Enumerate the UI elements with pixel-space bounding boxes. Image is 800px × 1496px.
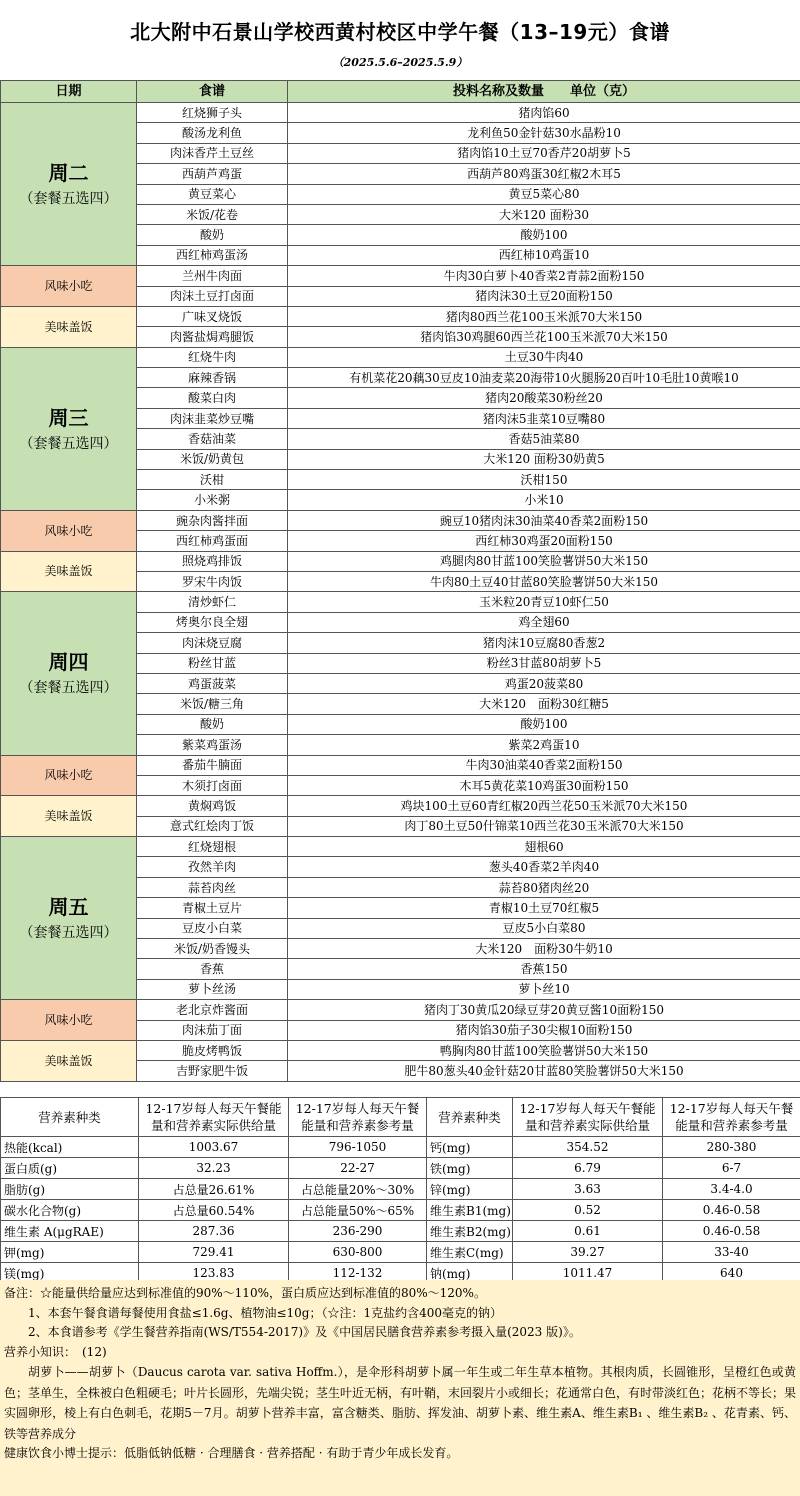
nutrient-name: 维生素 A(μgRAE) — [1, 1221, 139, 1242]
nutrient-name: 钠(mg) — [427, 1263, 513, 1284]
dish-name: 沃柑 — [137, 470, 288, 490]
dish-name: 肉酱盐焗鸡腿饭 — [137, 327, 288, 347]
knowledge-text: 胡萝卜——胡萝卜（Daucus carota var. sativa Hoffm.），是伞形科胡萝卜属一年生或二年生草本植物。其根肉质，长圆锥形，呈橙红色或黄色；茎单生，全株被白色粗硬毛；叶片长圆形，先端尖锐；茎生叶近无柄，有叶鞘，末回裂片小或细长；花通常白色，有时带淡红色；花柄不等长；果实圆卵形，棱上有白色刺毛，花期5－7月。胡萝卜营养丰富，富含糖类、脂肪、挥发油、胡萝卜素、维生素A、维生素B₁ 、维生素B₂ 、花青素、钙、铁等营养成分 — [4, 1365, 797, 1441]
nutrition-row — [1, 1137, 800, 1158]
dish-name: 米饭/奶黄包 — [137, 449, 288, 469]
dish-ingredients: 葱头40香菜2羊肉40 — [288, 857, 800, 877]
dish-ingredients: 猪肉馅10土豆70香芹20胡萝卜5 — [288, 143, 800, 163]
dish-ingredients: 玉米粒20青豆10虾仁50 — [288, 592, 800, 612]
dish-name: 西红柿鸡蛋汤 — [137, 245, 288, 265]
dish-ingredients: 酸奶100 — [288, 225, 800, 245]
dish-name: 酸奶 — [137, 225, 288, 245]
menu-body — [1, 103, 800, 1082]
dish-ingredients: 鸡全翅60 — [288, 612, 800, 632]
dish-ingredients: 大米120 面粉30红糖5 — [288, 694, 800, 714]
dish-name: 萝卜丝汤 — [137, 979, 288, 999]
dish-name: 酸菜白肉 — [137, 388, 288, 408]
dish-ingredients: 豆皮5小白菜80 — [288, 918, 800, 938]
day-cell — [1, 347, 137, 510]
nutrient-type-header: 营养素种类 — [1, 1098, 139, 1137]
dish-name: 红烧牛肉 — [137, 347, 288, 367]
day-cell — [1, 103, 137, 266]
nutrient-name: 维生素B2(mg) — [427, 1221, 513, 1242]
menu-row — [1, 796, 800, 816]
dish-name: 照烧鸡排饭 — [137, 551, 288, 571]
dish-ingredients: 牛肉30油菜40香菜2面粉150 — [288, 755, 800, 775]
reference-value: 22-27 — [289, 1158, 427, 1179]
flavor-label: 风味小吃 — [1, 1000, 137, 1041]
dish-ingredients: 翅根60 — [288, 837, 800, 857]
nutrient-name: 镁(mg) — [1, 1263, 139, 1284]
menu-row — [1, 1000, 800, 1020]
dish-name: 粉丝甘蓝 — [137, 653, 288, 673]
dish-name: 红烧翅根 — [137, 837, 288, 857]
actual-value: 32.23 — [139, 1158, 289, 1179]
menu-row — [1, 592, 800, 612]
dish-name: 豌杂肉酱拌面 — [137, 510, 288, 530]
nutrition-row — [1, 1200, 800, 1221]
dish-name: 米饭/糖三角 — [137, 694, 288, 714]
menu-row — [1, 755, 800, 775]
actual-value: 0.61 — [513, 1221, 663, 1242]
dish-name: 小米粥 — [137, 490, 288, 510]
dish-ingredients: 猪肉80西兰花100玉米派70大米150 — [288, 306, 800, 326]
nutrient-name: 蛋白质(g) — [1, 1158, 139, 1179]
nutrient-name: 钾(mg) — [1, 1242, 139, 1263]
menu-row — [1, 347, 800, 367]
dish-name: 肉沫烧豆腐 — [137, 633, 288, 653]
dish-ingredients: 沃柑150 — [288, 470, 800, 490]
nutrition-body — [1, 1137, 800, 1284]
nutrient-name: 热能(kcal) — [1, 1137, 139, 1158]
dish-ingredients: 酸奶100 — [288, 714, 800, 734]
actual-supply-header: 12-17岁每人每天午餐能量和营养素实际供给量 — [139, 1098, 289, 1137]
dish-ingredients: 鸡腿肉80甘蓝100笑脸薯饼50大米150 — [288, 551, 800, 571]
dish-name: 肉沫韭菜炒豆嘴 — [137, 408, 288, 428]
actual-value: 6.79 — [513, 1158, 663, 1179]
date-range: （2025.5.6–2025.5.9） — [332, 56, 468, 69]
actual-value: 占总量26.61% — [139, 1179, 289, 1200]
dish-name: 西红柿鸡蛋面 — [137, 531, 288, 551]
dish-name: 香菇油菜 — [137, 429, 288, 449]
dish-header: 食谱 — [137, 81, 288, 103]
day-subtitle: （套餐五选四） — [19, 680, 118, 697]
ingredients-header: 投料名称及数量 单位（克） — [288, 81, 800, 103]
dish-ingredients: 有机菜花20藕30豆皮10油麦菜20海带10火腿肠20百叶10毛肚10黄喉10 — [288, 368, 800, 388]
nutrient-name: 钙(mg) — [427, 1137, 513, 1158]
dish-name: 香蕉 — [137, 959, 288, 979]
dish-ingredients: 猪肉馅30茄子30尖椒10面粉150 — [288, 1020, 800, 1040]
dish-ingredients: 猪肉20酸菜30粉丝20 — [288, 388, 800, 408]
dish-ingredients: 香菇5油菜80 — [288, 429, 800, 449]
dish-ingredients: 牛肉30白萝卜40香菜2青蒜2面粉150 — [288, 266, 800, 286]
reference-value: 6-7 — [663, 1158, 800, 1179]
dish-ingredients: 萝卜丝10 — [288, 979, 800, 999]
menu-row — [1, 306, 800, 326]
dish-ingredients: 肉丁80土豆50什锦菜10西兰花30玉米派70大米150 — [288, 816, 800, 836]
dish-ingredients: 猪肉沫5韭菜10豆嘴80 — [288, 408, 800, 428]
nutrient-name: 维生素C(mg) — [427, 1242, 513, 1263]
rice-label: 美味盖饭 — [1, 306, 137, 347]
dish-ingredients: 小米10 — [288, 490, 800, 510]
nutrition-header-row — [1, 1098, 800, 1137]
reference-value: 3.4-4.0 — [663, 1179, 800, 1200]
dish-name: 吉野家肥牛饭 — [137, 1061, 288, 1081]
reference-header: 12-17岁每人每天午餐能量和营养素参考量 — [289, 1098, 427, 1137]
actual-value: 占总量60.54% — [139, 1200, 289, 1221]
nutrition-table — [0, 1097, 800, 1284]
dish-ingredients: 西红柿10鸡蛋10 — [288, 245, 800, 265]
knowledge-title: 营养小知识： (12) — [4, 1344, 107, 1359]
nutrition-row — [1, 1158, 800, 1179]
day-name: 周四 — [48, 650, 89, 675]
day-subtitle: （套餐五选四） — [19, 925, 118, 942]
dish-name: 烤奥尔良全翅 — [137, 612, 288, 632]
nutrition-row — [1, 1221, 800, 1242]
nutrition-row — [1, 1179, 800, 1200]
dish-name: 酸汤龙利鱼 — [137, 123, 288, 143]
health-tip: 健康饮食小博士提示：低脂低钠低糖 · 合理膳食 · 营养搭配 · 有助于青少年成长发育。 — [4, 1446, 459, 1460]
reference-value: 占总能量20%～30% — [289, 1179, 427, 1200]
dish-ingredients: 大米120 面粉30奶黄5 — [288, 449, 800, 469]
actual-value: 729.41 — [139, 1242, 289, 1263]
dish-name: 老北京炸酱面 — [137, 1000, 288, 1020]
actual-value: 1011.47 — [513, 1263, 663, 1284]
dish-ingredients: 鸡蛋20菠菜80 — [288, 673, 800, 693]
dish-name: 脆皮烤鸭饭 — [137, 1040, 288, 1060]
day-subtitle: （套餐五选四） — [19, 191, 118, 208]
reference-value: 236-290 — [289, 1221, 427, 1242]
flavor-label: 风味小吃 — [1, 510, 137, 551]
dish-ingredients: 牛肉80土豆40甘蓝80笑脸薯饼50大米150 — [288, 571, 800, 591]
dish-ingredients: 猪肉馅60 — [288, 103, 800, 123]
dish-name: 鸡蛋菠菜 — [137, 673, 288, 693]
nutrient-name: 碳水化合物(g) — [1, 1200, 139, 1221]
notes-section — [0, 1280, 800, 1496]
dish-name: 番茄牛腩面 — [137, 755, 288, 775]
actual-value: 1003.67 — [139, 1137, 289, 1158]
dish-name: 红烧狮子头 — [137, 103, 288, 123]
reference-value: 占总能量50%～65% — [289, 1200, 427, 1221]
rice-label: 美味盖饭 — [1, 1040, 137, 1081]
menu-row — [1, 510, 800, 530]
menu-row — [1, 103, 800, 123]
dish-ingredients: 大米120 面粉30 — [288, 204, 800, 224]
reference-value: 0.46-0.58 — [663, 1200, 800, 1221]
actual-value: 3.63 — [513, 1179, 663, 1200]
nutrition-row — [1, 1242, 800, 1263]
day-name: 周三 — [48, 405, 89, 430]
dish-ingredients: 西红柿30鸡蛋20面粉150 — [288, 531, 800, 551]
actual-value: 0.52 — [513, 1200, 663, 1221]
dish-ingredients: 龙利鱼50金针菇30水晶粉10 — [288, 123, 800, 143]
actual-value: 39.27 — [513, 1242, 663, 1263]
day-cell — [1, 837, 137, 1000]
reference-value: 630-800 — [289, 1242, 427, 1263]
dish-name: 黄豆菜心 — [137, 184, 288, 204]
remark: 备注：☆能量供给量应达到标准值的90%～110%，蛋白质应达到标准值的80%～120%。 — [4, 1286, 486, 1300]
reference-value: 280-380 — [663, 1137, 800, 1158]
dish-name: 青椒土豆片 — [137, 898, 288, 918]
day-cell — [1, 592, 137, 755]
dish-ingredients: 紫菜2鸡蛋10 — [288, 735, 800, 755]
dish-name: 黄焖鸡饭 — [137, 796, 288, 816]
reference-value: 0.46-0.58 — [663, 1221, 800, 1242]
actual-value: 354.52 — [513, 1137, 663, 1158]
menu-row — [1, 1040, 800, 1060]
reference-value: 33-40 — [663, 1242, 800, 1263]
dish-ingredients: 香蕉150 — [288, 959, 800, 979]
dish-ingredients: 猪肉丁30黄瓜20绿豆芽20黄豆酱10面粉150 — [288, 1000, 800, 1020]
actual-value: 123.83 — [139, 1263, 289, 1284]
nutrient-name: 维生素B1(mg) — [427, 1200, 513, 1221]
menu-row — [1, 266, 800, 286]
dish-name: 兰州牛肉面 — [137, 266, 288, 286]
dish-name: 孜然羊肉 — [137, 857, 288, 877]
nutrient-name: 脂肪(g) — [1, 1179, 139, 1200]
dish-ingredients: 鸭胸肉80甘蓝100笑脸薯饼50大米150 — [288, 1040, 800, 1060]
day-name: 周五 — [48, 895, 89, 920]
nutrient-type-header: 营养素种类 — [427, 1098, 513, 1137]
dish-name: 意式红烩肉丁饭 — [137, 816, 288, 836]
day-subtitle: （套餐五选四） — [19, 435, 118, 452]
flavor-label: 风味小吃 — [1, 755, 137, 796]
dish-ingredients: 肥牛80葱头40金针菇20甘蓝80笑脸薯饼50大米150 — [288, 1061, 800, 1081]
dish-name: 米饭/奶香馒头 — [137, 939, 288, 959]
dish-name: 罗宋牛肉饭 — [137, 571, 288, 591]
dish-ingredients: 猪肉沫10豆腐80香葱2 — [288, 633, 800, 653]
dish-name: 肉沫茄丁面 — [137, 1020, 288, 1040]
dish-ingredients: 黄豆5菜心80 — [288, 184, 800, 204]
dish-name: 肉沫土豆打卤面 — [137, 286, 288, 306]
date-header: 日期 — [1, 81, 137, 103]
dish-name: 木须打卤面 — [137, 775, 288, 795]
dish-ingredients: 西葫芦80鸡蛋30红椒2木耳5 — [288, 164, 800, 184]
dish-ingredients: 蒜苔80猪肉丝20 — [288, 877, 800, 897]
nutrient-name: 锌(mg) — [427, 1179, 513, 1200]
dish-ingredients: 木耳5黄花菜10鸡蛋30面粉150 — [288, 775, 800, 795]
dish-ingredients: 土豆30牛肉40 — [288, 347, 800, 367]
rice-label: 美味盖饭 — [1, 796, 137, 837]
dish-name: 清炒虾仁 — [137, 592, 288, 612]
dish-name: 广味叉烧饭 — [137, 306, 288, 326]
dish-name: 酸奶 — [137, 714, 288, 734]
reference-value: 640 — [663, 1263, 800, 1284]
dish-name: 紫菜鸡蛋汤 — [137, 735, 288, 755]
dish-ingredients: 豌豆10猪肉沫30油菜40香菜2面粉150 — [288, 510, 800, 530]
dish-name: 米饭/花卷 — [137, 204, 288, 224]
actual-supply-header: 12-17岁每人每天午餐能量和营养素实际供给量 — [513, 1098, 663, 1137]
menu-row — [1, 551, 800, 571]
dish-ingredients: 鸡块100土豆60青红椒20西兰花50玉米派70大米150 — [288, 796, 800, 816]
menu-header-row — [1, 81, 800, 103]
dish-ingredients: 猪肉馅30鸡腿60西兰花100玉米派70大米150 — [288, 327, 800, 347]
nutrient-name: 铁(mg) — [427, 1158, 513, 1179]
reference-header: 12-17岁每人每天午餐能量和营养素参考量 — [663, 1098, 800, 1137]
menu-row — [1, 837, 800, 857]
dish-ingredients: 青椒10土豆70红椒5 — [288, 898, 800, 918]
dish-name: 豆皮小白菜 — [137, 918, 288, 938]
dish-name: 西葫芦鸡蛋 — [137, 164, 288, 184]
reference-value: 796-1050 — [289, 1137, 427, 1158]
dish-ingredients: 大米120 面粉30牛奶10 — [288, 939, 800, 959]
dish-ingredients: 粉丝3甘蓝80胡萝卜5 — [288, 653, 800, 673]
note-salt-oil: 1、本套午餐食谱每餐使用食盐≤1.6g、植物油≤10g；（☆注：1克盐约含400毫克的钠） — [28, 1305, 503, 1320]
day-name: 周二 — [48, 161, 89, 186]
reference-value: 112-132 — [289, 1263, 427, 1284]
dish-name: 肉沫香芹土豆丝 — [137, 143, 288, 163]
page-title: 北大附中石景山学校西黄村校区中学午餐（13–19元）食谱 — [130, 20, 670, 44]
dish-name: 蒜苔肉丝 — [137, 877, 288, 897]
flavor-label: 风味小吃 — [1, 266, 137, 307]
dish-name: 麻辣香锅 — [137, 368, 288, 388]
rice-label: 美味盖饭 — [1, 551, 137, 592]
dish-ingredients: 猪肉沫30土豆20面粉150 — [288, 286, 800, 306]
actual-value: 287.36 — [139, 1221, 289, 1242]
note-reference: 2、本食谱参考《学生餐营养指南(WS/T554-2017)》及《中国居民膳食营养素参考摄入量(2023 版)》。 — [28, 1325, 581, 1339]
menu-table — [0, 80, 800, 1082]
